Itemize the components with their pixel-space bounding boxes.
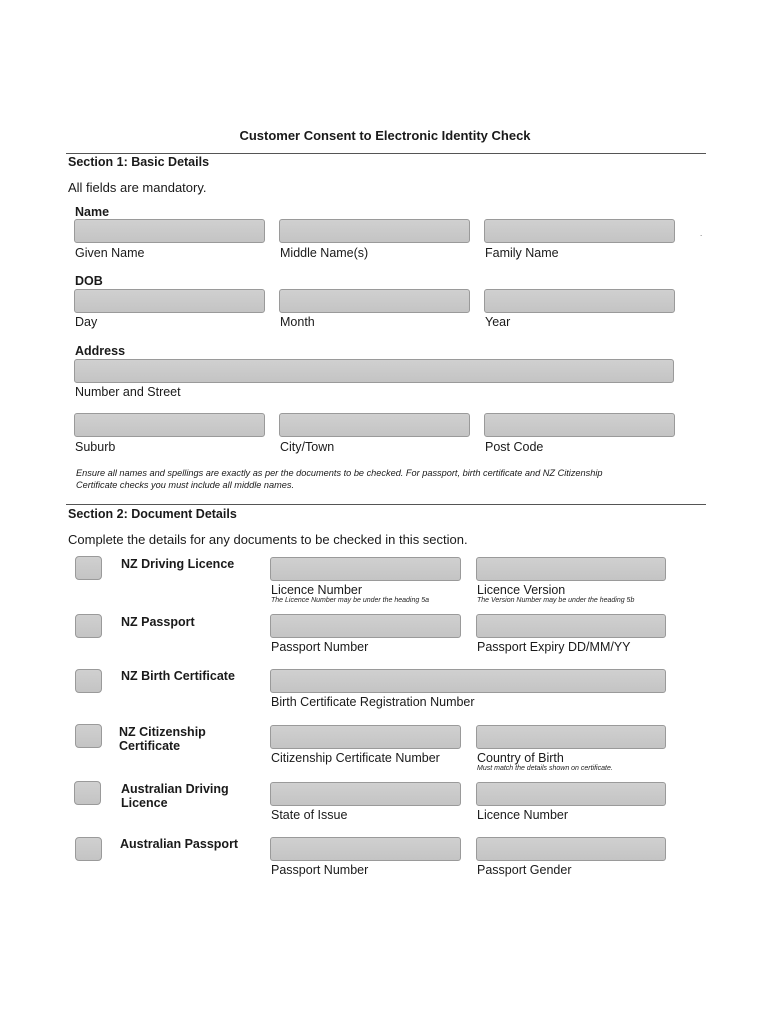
au-licence-number-field[interactable]	[476, 782, 666, 806]
au-driving-licence-checkbox[interactable]	[74, 781, 101, 805]
nz-passport-expiry-field[interactable]	[476, 614, 666, 638]
suburb-caption: Suburb	[75, 440, 116, 454]
section1-intro: All fields are mandatory.	[68, 180, 207, 195]
nz-licence-version-field[interactable]	[476, 557, 666, 581]
dob-year-field[interactable]	[484, 289, 675, 313]
au-licence-number-caption: Licence Number	[477, 808, 569, 822]
au-passport-label: Australian Passport	[120, 837, 239, 851]
citizenship-number-field[interactable]	[270, 725, 461, 749]
section1-note-line1: Ensure all names and spellings are exactly as per the documents to be checked. For passport, birth certificate and NZ Citizenship	[76, 468, 603, 478]
nz-licence-version-hint: The Version Number may be under the heading 5b	[477, 597, 635, 604]
birth-cert-registration-field[interactable]	[270, 669, 666, 693]
section1-note-line2: Certificate checks you must include all middle names.	[76, 479, 295, 490]
au-passport-gender-caption: Passport Gender	[477, 863, 572, 877]
street-caption: Number and Street	[75, 385, 181, 399]
au-driving-licence-label-line2: Licence	[121, 796, 168, 810]
section1-heading: Section 1: Basic Details	[68, 155, 210, 169]
nz-passport-checkbox[interactable]	[75, 614, 102, 638]
dob-month-caption: Month	[280, 315, 315, 329]
section1-top-rule	[66, 153, 706, 154]
middle-name-field[interactable]	[279, 219, 470, 243]
family-name-caption: Family Name	[485, 246, 559, 260]
au-driving-licence-label-line1: Australian Driving	[121, 782, 229, 796]
family-name-field[interactable]	[484, 219, 675, 243]
suburb-field[interactable]	[74, 413, 265, 437]
au-passport-number-field[interactable]	[270, 837, 461, 861]
citizenship-number-caption: Citizenship Certificate Number	[271, 751, 440, 765]
birth-cert-registration-caption: Birth Certificate Registration Number	[271, 695, 475, 709]
nz-passport-number-field[interactable]	[270, 614, 461, 638]
nz-citizenship-label	[119, 725, 206, 753]
stray-mark: .	[700, 229, 703, 238]
middle-name-caption: Middle Name(s)	[280, 246, 369, 260]
postcode-caption: Post Code	[485, 440, 544, 454]
au-state-of-issue-field[interactable]	[270, 782, 461, 806]
given-name-field[interactable]	[74, 219, 265, 243]
section2-top-rule	[66, 504, 706, 505]
country-of-birth-caption: Country of Birth	[477, 751, 564, 765]
section2-intro: Complete the details for any documents to be checked in this section.	[68, 532, 468, 547]
section2-heading: Section 2: Document Details	[68, 507, 237, 521]
dob-label: DOB	[75, 274, 103, 288]
name-label: Name	[75, 205, 110, 219]
au-passport-number-caption: Passport Number	[271, 863, 369, 877]
dob-year-caption: Year	[485, 315, 511, 329]
nz-passport-expiry-caption: Passport Expiry DD/MM/YY	[477, 640, 631, 654]
nz-passport-label: NZ Passport	[121, 615, 195, 629]
nz-licence-number-caption: Licence Number	[271, 583, 363, 597]
nz-citizenship-checkbox[interactable]	[75, 724, 102, 748]
au-passport-gender-field[interactable]	[476, 837, 666, 861]
nz-licence-number-hint: The Licence Number may be under the heading 5a	[271, 597, 429, 604]
au-state-of-issue-caption: State of Issue	[271, 808, 348, 822]
nz-citizenship-label-line1: NZ Citizenship	[119, 725, 206, 739]
country-of-birth-hint: Must match the details shown on certificate.	[477, 765, 613, 772]
given-name-caption: Given Name	[75, 246, 145, 260]
nz-birth-certificate-label: NZ Birth Certificate	[121, 669, 235, 683]
nz-birth-certificate-checkbox[interactable]	[75, 669, 102, 693]
postcode-field[interactable]	[484, 413, 675, 437]
city-caption: City/Town	[280, 440, 335, 454]
nz-driving-licence-label: NZ Driving Licence	[121, 557, 235, 571]
au-passport-checkbox[interactable]	[75, 837, 102, 861]
city-field[interactable]	[279, 413, 470, 437]
nz-driving-licence-checkbox[interactable]	[75, 556, 102, 580]
address-label: Address	[75, 344, 126, 358]
nz-passport-number-caption: Passport Number	[271, 640, 369, 654]
nz-citizenship-label-line2: Certificate	[119, 739, 181, 753]
nz-licence-version-caption: Licence Version	[477, 583, 566, 597]
page-title: Customer Consent to Electronic Identity Check	[239, 128, 531, 143]
street-field[interactable]	[74, 359, 674, 383]
nz-licence-number-field[interactable]	[270, 557, 461, 581]
dob-month-field[interactable]	[279, 289, 470, 313]
dob-day-field[interactable]	[74, 289, 265, 313]
country-of-birth-field[interactable]	[476, 725, 666, 749]
au-driving-licence-label	[121, 782, 229, 810]
section1-note	[76, 468, 696, 491]
dob-day-caption: Day	[75, 315, 98, 329]
